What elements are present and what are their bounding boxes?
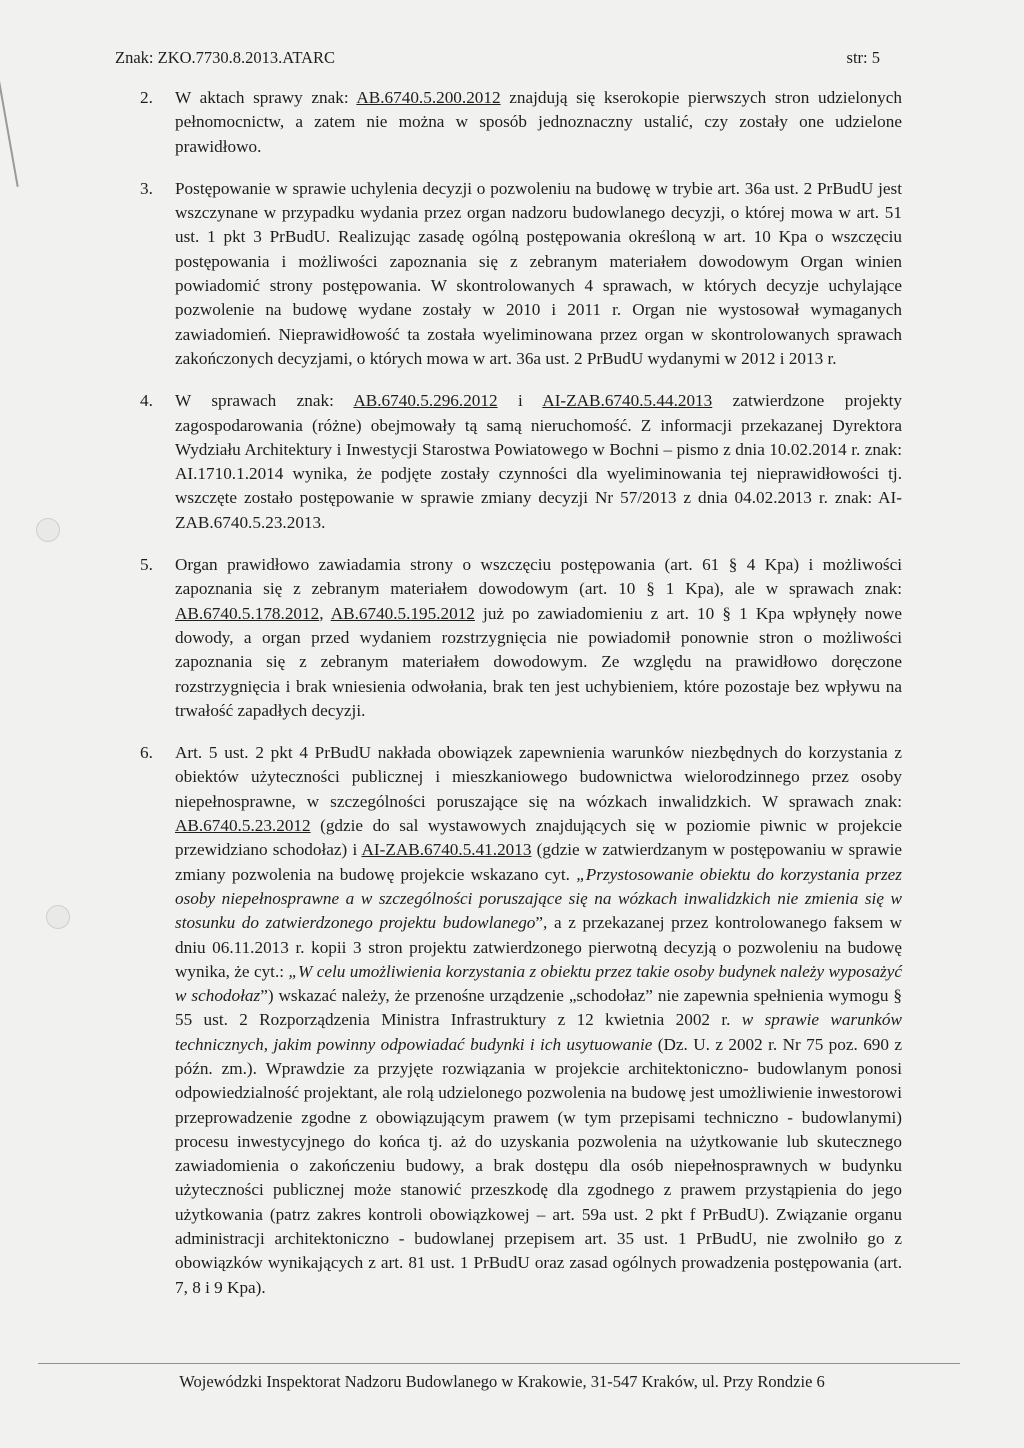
punch-hole-bottom [46, 905, 70, 929]
case-reference: AB.6740.5.195.2012 [330, 603, 475, 623]
document-body [140, 86, 902, 1318]
quoted-text: „W celu umożliwienia korzystania z obiektu przez takie osoby budynek należy wyposażyć w schodołaz [175, 961, 902, 1006]
paper-fold-mark [0, 0, 19, 187]
paragraph-number: 5. [140, 555, 153, 575]
case-reference: AB.6740.5.178.2012 [175, 603, 320, 623]
case-reference: AB.6740.5.23.2012 [175, 816, 311, 836]
document-reference: Znak: ZKO.7730.8.2013.ATARC [115, 48, 336, 67]
case-reference: AB.6740.5.296.2012 [353, 391, 498, 411]
paragraph-text: znajdują się kserokopie pierwszych stron udzielonych pełnomocnictw, a zatem nie można w sposób jednoznaczny ustalić, czy zostały one udzielone prawidłowo. [175, 88, 902, 156]
quoted-text: „Przystosowanie obiektu do korzystania przez osoby niepełnosprawne a w szczególności poruszające się na wózkach inwalidzkich nie zmienia się w stosunku do zatwierdzonego projektu budowlanego [175, 864, 902, 933]
paragraph-number: 4. [140, 391, 153, 411]
paragraph-text: zatwierdzone projekty zagospodarowania (różne) obejmowały tą samą nieruchomość. Z informacji przekazanej Dyrektora Wydziału Architektury i Inwestycji Starostwa Powiatowego w Bochni – pismo z dnia 10.02.2014 r. znak: AI.1710.1.2014 wynika, że podjęte zostały czynności dla wyeliminowania tej nieprawidłowości tj. wszczęte zostało postępowanie w sprawie zmiany decyzji Nr 57/2013 z dnia 04.02.2013 r. znak: AI-ZAB.6740.5.23.2013. [175, 391, 903, 532]
paragraph-text: ”) wskazać należy, że przenośne urządzenie „schodołaz” nie zapewnia spełnienia wymogu § 55 ust. 2 Rozporządzenia Ministra Infrastruktury z 12 kwietnia 2002 r. [175, 986, 903, 1030]
paragraph-text: (Dz. U. z 2002 r. Nr 75 poz. 690 z późn. zm.). Wprawdzie za przyjęte rozwiązania w projekcie architektoniczno- budowlanym ponosi odpowiedzialność projektant, ale rolą udzielonego pozwolenia na budowę jest umożliwienie inwestorowi przeprowadzenie zgodne z obowiązującym prawem (w tym przepisami techniczno - budowlanymi) procesu inwestycyjnego do końca tj. aż do uzyskania pozwolenia na użytkowanie lub skutecznego zawiadomienia o zakończeniu budowy, a brak dostępu dla osób niepełnosprawnych w budynku użyteczności publicznej może stanowić przeszkodę dla zgodnego z prawem przystąpienia do jego użytkowania (patrz zakres kontroli obowiązkowej – art. 59a ust. 2 pkt f PrBudU). Związanie organu administracji architektoniczno - budowlanej przepisem art. 35 ust. 1 PrBudU, nie zwolniło go z obowiązków wynikających z art. 81 ust. 1 PrBudU oraz zasad ogólnych prowadzenia postępowania (art. 7, 8 i 9 Kpa). [175, 1034, 902, 1297]
footer-divider [38, 1363, 960, 1364]
paragraph-text: Art. 5 ust. 2 pkt 4 PrBudU nakłada obowiązek zapewnienia warunków niezbędnych do korzystania z obiektów użyteczności publicznej i mieszkaniowego budownictwa wielorodzinnego przez osoby niepełnosprawne, w szczególności poruszające się na wózkach inwalidzkich. W sprawach znak: [175, 743, 902, 811]
page-footer: Wojewódzki Inspektorat Nadzoru Budowlanego w Krakowie, 31-547 Kraków, ul. Przy Rondzie 6 [179, 1372, 825, 1391]
quoted-text: w sprawie warunków technicznych, jakim powinny odpowiadać budynki i ich usytuowanie [175, 1010, 902, 1054]
paragraph-text: (gdzie do sal wystawowych znajdujących się w poziomie piwnic w projekcie przewidziano schodołaz) i [175, 816, 902, 860]
case-reference: AI-ZAB.6740.5.44.2013 [542, 391, 713, 411]
paragraph-number: 6. [140, 743, 153, 763]
paragraph-text: W sprawach znak: [175, 391, 354, 411]
paragraph-number: 3. [140, 178, 153, 198]
paragraph-text: W aktach sprawy znak: [175, 88, 357, 107]
case-reference: AB.6740.5.200.2012 [356, 88, 501, 107]
paragraph-number: 2. [140, 88, 153, 107]
punch-hole-top [36, 518, 60, 542]
case-reference: AI-ZAB.6740.5.41.2013 [361, 840, 532, 860]
numbered-paragraph [140, 177, 902, 371]
numbered-paragraph [140, 553, 902, 723]
numbered-paragraph [140, 741, 902, 1300]
paragraph-text: Postępowanie w sprawie uchylenia decyzji o pozwoleniu na budowę w trybie art. 36a ust. 2 PrBudU jest wszczynane w przypadku wydania przez organ nadzoru budowlanego decyzji, o której mowa w art. 51 ust. 1 pkt 3 PrBudU. Realizując zasadę ogólną postępowania określoną w art. 10 Kpa o wszczęciu postępowania i możliwości zapoznania się z zebranym materiałem dowodowym Organ winien powiadomić strony postępowania. W skontrolowanych 4 sprawach, w których decyzje uchylające pozwolenie na budowę wydane zostały w 2010 i 2011 r. Organ nie wystosował wymaganych zawiadomień. Nieprawidłowość ta została wyeliminowana przez organ w skontrolowanych sprawach zakończonych decyzjami, o których mowa w art. 36a ust. 2 PrBudU wydanymi w 2012 i 2013 r. [175, 178, 902, 368]
paragraph-text: Organ prawidłowo zawiadamia strony o wszczęciu postępowania (art. 61 § 4 Kpa) i możliwości zapoznania się z zebranym materiałem dowodowym (art. 10 § 1 Kpa), ale w sprawach znak: [175, 555, 902, 599]
paragraph-text: (gdzie w zatwierdzanym w postępowaniu w sprawie zmiany pozwolenia na budowę projekcie wskazano cyt. [175, 840, 902, 884]
paragraph-text: i [497, 391, 543, 411]
page-header [115, 48, 880, 68]
paragraph-text: , [319, 603, 331, 623]
page-number: str: 5 [846, 48, 880, 67]
paragraph-text: ”, a z przekazanej przez kontrolowanego faksem w dniu 06.11.2013 r. kopii 3 stron projektu zatwierdzonego pierwotną decyzją o pozwoleniu na budowę wynika, że cyt.: [175, 913, 902, 981]
numbered-paragraph [140, 389, 902, 535]
numbered-paragraph [140, 86, 902, 159]
paragraph-text: już po zawiadomieniu z art. 10 § 1 Kpa wpłynęły nowe dowody, a organ przed wydaniem rozstrzygnięcia nie powiadomił ponownie stron o możliwości zapoznania się z zebranym materiałem dowodowym. Ze względu na prawidłowo doręczone rozstrzygnięcia i brak wniesienia odwołania, brak ten jest uchybieniem, które pozostaje bez wpływu na trwałość zapadłych decyzji. [175, 603, 902, 720]
